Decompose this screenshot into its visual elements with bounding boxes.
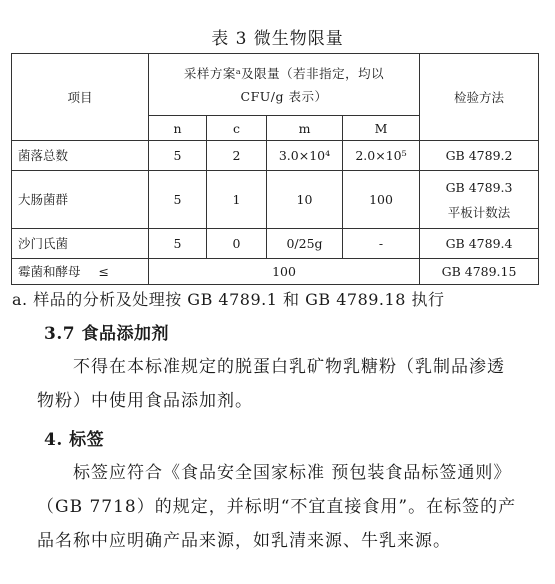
table-row	[12, 229, 539, 259]
row-n: 5	[149, 171, 207, 229]
row-le-symbol: ≤	[98, 264, 109, 279]
paragraph-line: 标签应符合《食品安全国家标准 预包装食品标签通则》	[73, 463, 512, 483]
paragraph-line: （GB 7718）的规定，并标明“不宜直接食用”。在标签的产	[37, 497, 517, 517]
header-sampling-line2: CFU/g 表示）	[240, 88, 328, 104]
row-item-label: 霉菌和酵母	[18, 264, 81, 279]
row-method	[420, 171, 539, 229]
row-method: GB 4789.4	[420, 229, 539, 259]
row-c: 0	[207, 229, 267, 259]
section-4-paragraph	[37, 456, 527, 558]
header-c: c	[207, 116, 267, 141]
row-method-line2: 平板计数法	[447, 204, 511, 220]
row-n: 5	[149, 229, 207, 259]
row-M: 100	[343, 171, 420, 229]
header-m: m	[267, 116, 343, 141]
row-method-line1: GB 4789.3	[445, 179, 513, 195]
section-heading-4: 4. 标签	[44, 430, 105, 450]
header-n: n	[149, 116, 207, 141]
section-3-7-paragraph	[37, 350, 527, 418]
header-item: 项目	[12, 54, 149, 141]
paragraph-line: 不得在本标准规定的脱蛋白乳矿物乳糖粉（乳制品渗透	[73, 357, 505, 377]
row-M: -	[343, 229, 420, 259]
row-m: 3.0×10⁴	[267, 141, 343, 171]
row-item: 菌落总数	[12, 141, 149, 171]
microbial-limits-table	[11, 53, 539, 285]
paragraph-line: 物粉）中使用食品添加剂。	[37, 391, 253, 411]
table-footnote: a. 样品的分析及处理按 GB 4789.1 和 GB 4789.18 执行	[12, 290, 445, 309]
header-M: M	[343, 116, 420, 141]
row-c: 2	[207, 141, 267, 171]
section-heading-3-7: 3.7 食品添加剂	[44, 324, 169, 344]
row-value: 100	[149, 259, 420, 285]
row-M: 2.0×10⁵	[343, 141, 420, 171]
paragraph-line: 品名称中应明确产品来源，如乳清来源、牛乳来源。	[37, 531, 451, 551]
row-m: 0/25g	[267, 229, 343, 259]
row-m: 10	[267, 171, 343, 229]
row-item: 大肠菌群	[12, 171, 149, 229]
row-c: 1	[207, 171, 267, 229]
table-row	[12, 171, 539, 229]
row-item	[12, 259, 149, 285]
table-row	[12, 141, 539, 171]
header-sampling	[149, 54, 420, 116]
header-method: 检验方法	[420, 54, 539, 141]
header-sampling-line1: 采样方案ᵃ及限量（若非指定，均以	[183, 65, 385, 81]
row-method: GB 4789.2	[420, 141, 539, 171]
table-title: 表 3 微生物限量	[211, 29, 344, 49]
table-row	[12, 259, 539, 285]
row-method: GB 4789.15	[420, 259, 539, 285]
row-n: 5	[149, 141, 207, 171]
row-item: 沙门氏菌	[12, 229, 149, 259]
